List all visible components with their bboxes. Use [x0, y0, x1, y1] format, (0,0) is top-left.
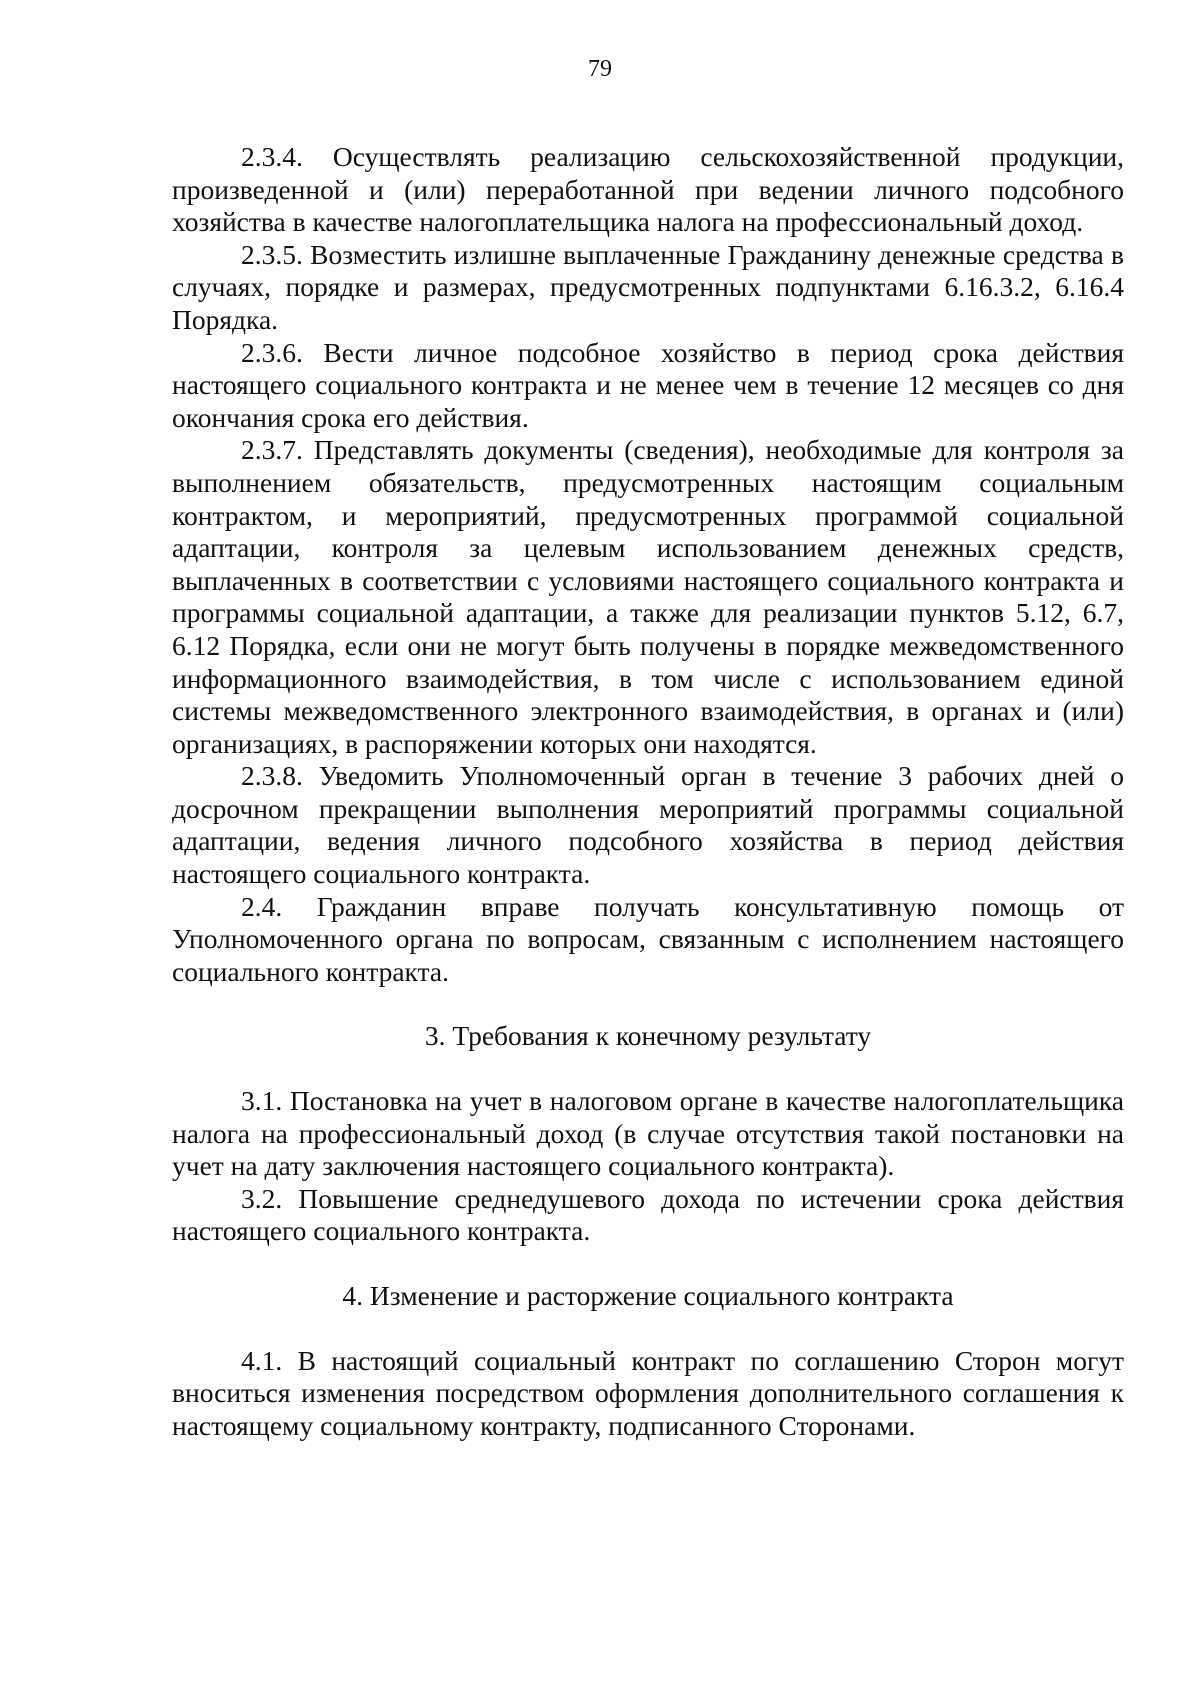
- clause-2-3-8: 2.3.8. Уведомить Уполномоченный орган в течение 3 рабочих дней о досрочном прекращении выполнения мероприятий программы социальной адаптации, ведения личного подсобного хозяйства в период действия настоящего социального контракта.: [172, 760, 1124, 890]
- clause-3-1: 3.1. Постановка на учет в налоговом органе в качестве налогоплательщика налога на профессиональный доход (в случае отсутствия такой постановки на учет на дату заключения настоящего социального контракта).: [172, 1085, 1124, 1182]
- section-3-heading: 3. Требования к конечному результату: [424, 1020, 872, 1052]
- clause-2-3-6: 2.3.6. Вести личное подсобное хозяйство в период срока действия настоящего социального контракта и не менее чем в течение 12 месяцев со дня окончания срока его действия.: [172, 336, 1124, 433]
- clause-2-3-4: 2.3.4. Осуществлять реализацию сельскохозяйственной продукции, произведенной и (или) переработанной при ведении личного подсобного хозяйства в качестве налогоплательщика налога на профессиональный доход.: [172, 141, 1124, 238]
- clause-2-3-7: 2.3.7. Представлять документы (сведения), необходимые для контроля за выполнением обязательств, предусмотренных настоящим социальным контрактом, и мероприятий, предусмотренных программой социальной адаптации, контроля за целевым использованием денежных средств, выплаченных в соответствии с условиями настоящего социального контракта и программы социальной адаптации, а также для реализации пунктов 5.12, 6.7, 6.12 Порядка, если они не могут быть получены в порядке межведомственного информационного взаимодействия, в том числе с использованием единой системы межведомственного электронного взаимодействия, в органах и (или) организациях, в распоряжении которых они находятся.: [172, 434, 1124, 759]
- clause-4-1: 4.1. В настоящий социальный контракт по соглашению Сторон могут вноситься изменения посредством оформления дополнительного соглашения к настоящему социальному контракту, подписанного Сторонами.: [172, 1344, 1124, 1441]
- page-number: 79: [588, 56, 612, 82]
- document-body: [172, 141, 1124, 1442]
- clause-2-4: 2.4. Гражданин вправе получать консультативную помощь от Уполномоченного органа по вопросам, связанным с исполнением настоящего социального контракта.: [172, 890, 1124, 987]
- clause-3-2: 3.2. Повышение среднедушевого дохода по истечении срока действия настоящего социального контракта.: [172, 1182, 1124, 1247]
- section-4-heading: 4. Изменение и расторжение социального контракта: [342, 1280, 954, 1311]
- clause-2-3-5: 2.3.5. Возместить излишне выплаченные Гражданину денежные средства в случаях, порядке и размерах, предусмотренных подпунктами 6.16.3.2, 6.16.4 Порядка.: [172, 238, 1124, 335]
